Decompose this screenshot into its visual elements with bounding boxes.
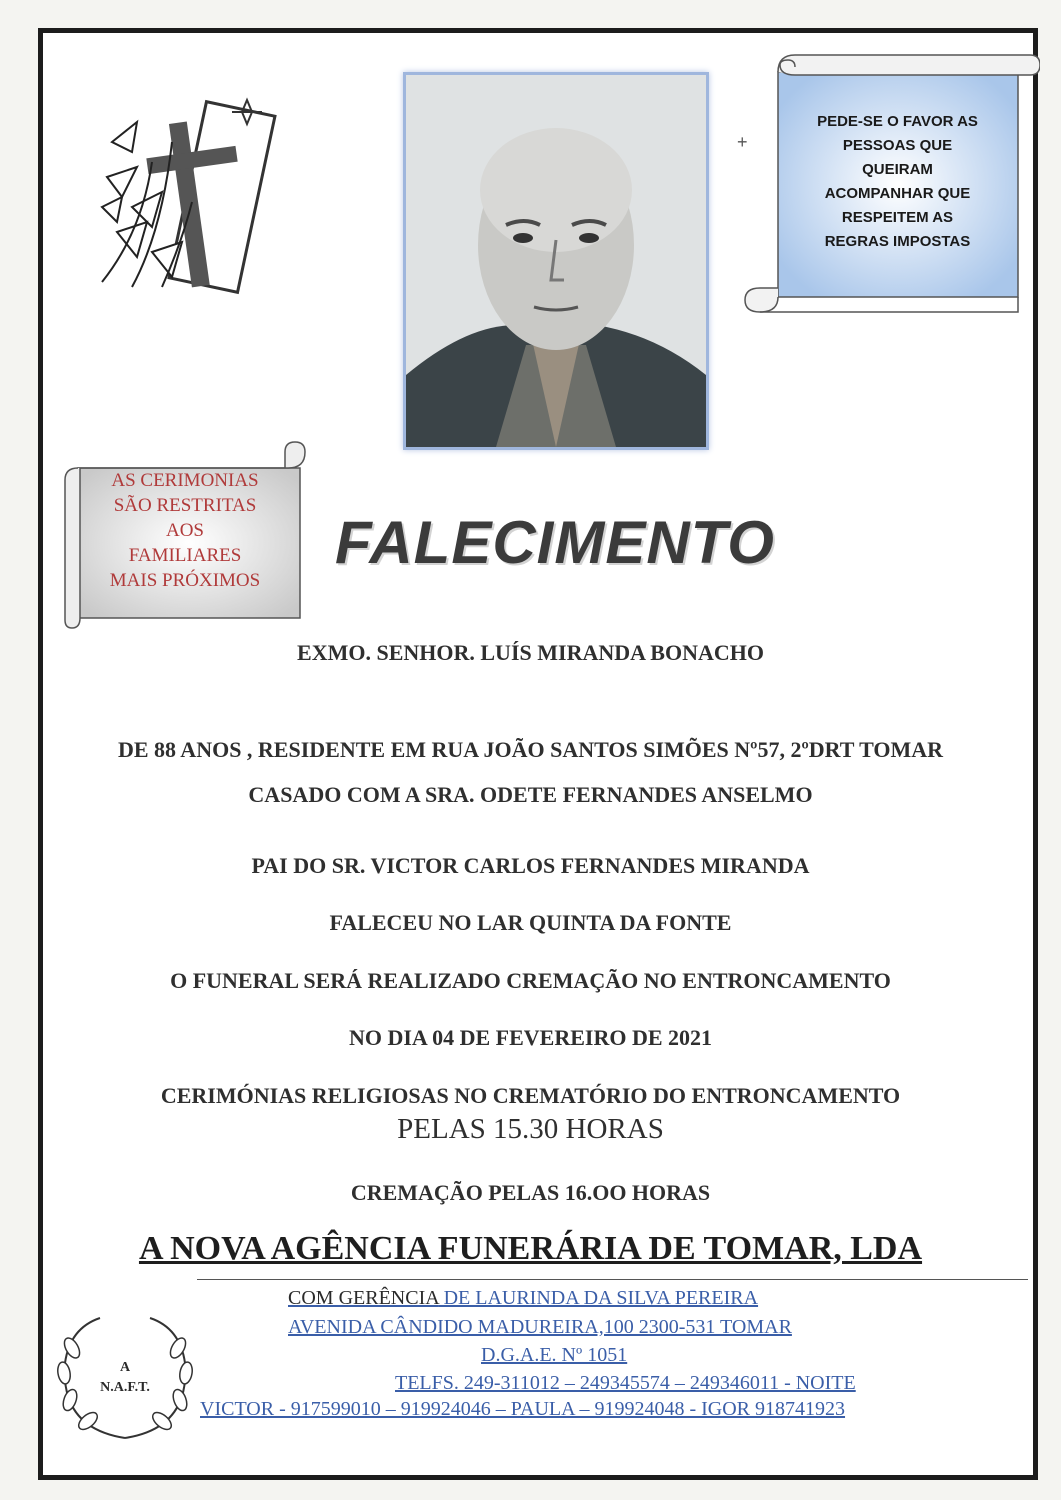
- divider: [197, 1279, 1028, 1280]
- portrait-image: [406, 75, 706, 447]
- logo-letter: A: [119, 1360, 131, 1375]
- spouse-line: CASADO COM A SRA. ODETE FERNANDES ANSELMO: [248, 782, 813, 807]
- logo-acronym: N.A.F.T.: [100, 1380, 150, 1395]
- notice-line: PEDE-SE O FAVOR AS: [817, 113, 978, 130]
- notice-line: MAIS PRÓXIMOS: [109, 570, 261, 591]
- notice-line: AOS: [165, 520, 204, 541]
- ceremony-time-line: PELAS 15.30 HORAS: [397, 1113, 664, 1145]
- notice-line: QUEIRAM: [862, 161, 933, 178]
- agency-name: A NOVA AGÊNCIA FUNERÁRIA DE TOMAR, LDA: [138, 1230, 923, 1267]
- notice-line: FAMILIARES: [128, 545, 242, 566]
- notice-line: AS CERIMONIAS: [111, 470, 259, 491]
- date-line: NO DIA 04 DE FEVEREIRO DE 2021: [348, 1025, 713, 1050]
- laurel-wreath-icon: [50, 1308, 200, 1448]
- plus-mark: +: [737, 132, 748, 152]
- notice-line: PESSOAS QUE: [842, 137, 953, 154]
- deceased-photo: [403, 72, 709, 450]
- child-line: PAI DO SR. VICTOR CARLOS FERNANDES MIRANDA: [251, 853, 810, 878]
- cross-lilies-icon: [92, 82, 292, 297]
- ceremonies-line: CERIMÓNIAS RELIGIOSAS NO CREMATÓRIO DO ENTRONCAMENTO: [160, 1083, 901, 1108]
- funeral-line: O FUNERAL SERÁ REALIZADO CREMAÇÃO NO ENTRONCAMENTO: [170, 968, 891, 993]
- dgae-line: D.G.A.E. Nº 1051: [481, 1344, 628, 1366]
- cremation-line: CREMAÇÃO PELAS 16.OO HORAS: [350, 1180, 711, 1205]
- management-line: [288, 1287, 758, 1310]
- page-title: FALECIMENTO: [335, 509, 775, 576]
- phones-line: TELFS. 249-311012 – 249345574 – 249346011 - NOITE: [395, 1372, 856, 1394]
- notice-line: RESPEITEM AS: [841, 209, 954, 226]
- notice-line: REGRAS IMPOSTAS: [824, 233, 971, 250]
- address-line: AVENIDA CÂNDIDO MADUREIRA,100 2300-531 TOMAR: [288, 1316, 792, 1338]
- deceased-name: EXMO. SENHOR. LUÍS MIRANDA BONACHO: [297, 640, 764, 665]
- notice-request-text: [790, 110, 1005, 254]
- night-contacts-line: VICTOR - 917599010 – 919924046 – PAULA – 919924048 - IGOR 918741923: [200, 1398, 846, 1420]
- management-name: DE LAURINDA DA SILVA PEREIRA: [438, 1287, 759, 1309]
- death-place-line: FALECEU NO LAR QUINTA DA FONTE: [329, 910, 732, 935]
- notice-line: ACOMPANHAR QUE: [824, 185, 971, 202]
- restricted-ceremony-notice: [80, 468, 290, 593]
- management-prefix: COM GERÊNCIA: [288, 1287, 439, 1309]
- residence-line: DE 88 ANOS , RESIDENTE EM RUA JOÃO SANTOS SIMÕES Nº57, 2ºDRT TOMAR: [117, 737, 944, 762]
- notice-line: SÃO RESTRITAS: [113, 495, 257, 516]
